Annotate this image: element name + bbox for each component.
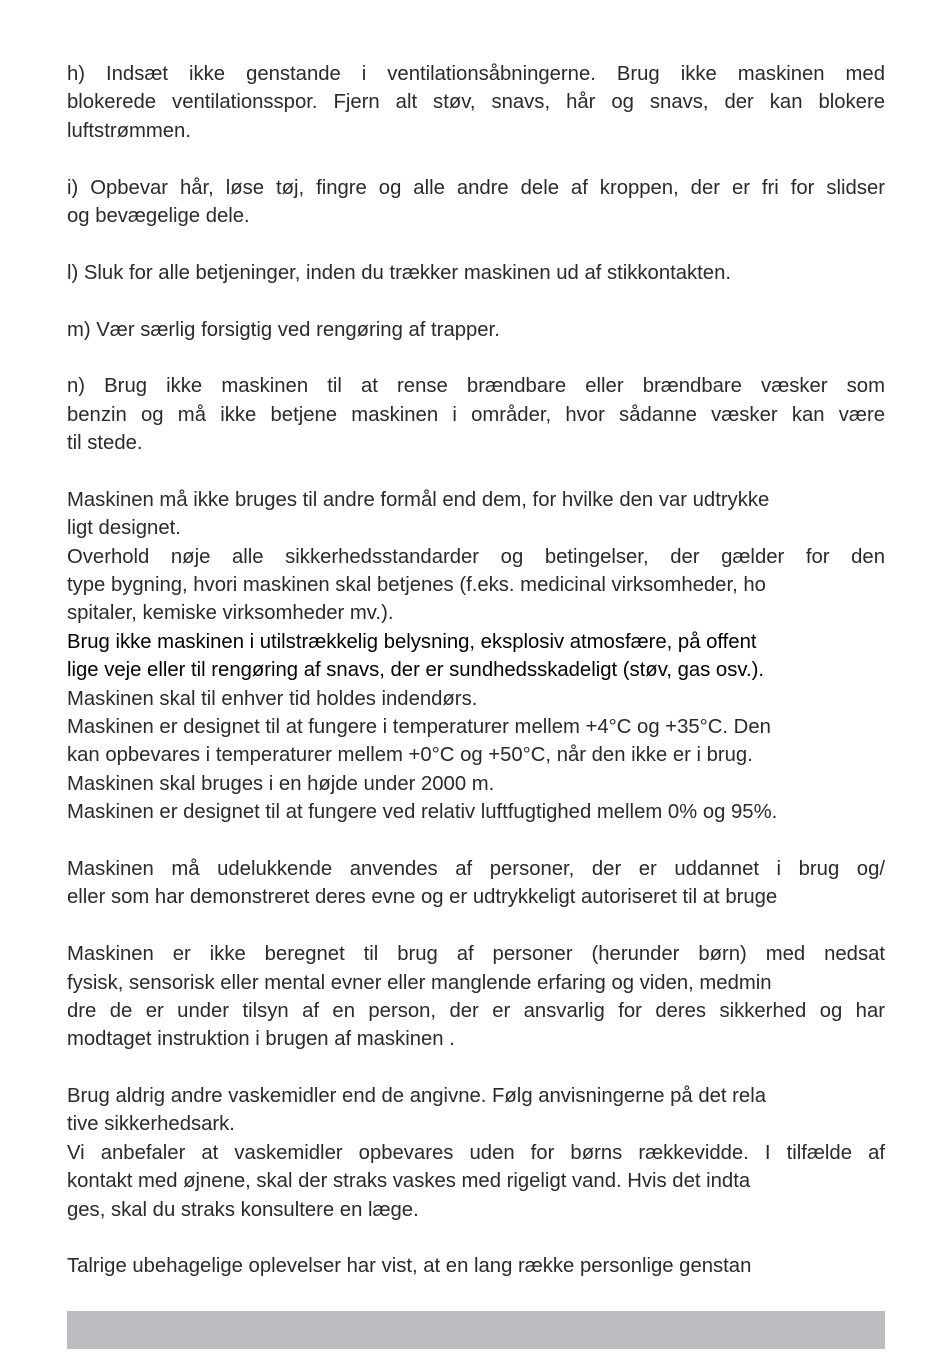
text-line: Vi anbefaler at vaskemidler opbevares uden for børns rækkevidde. I tilfælde af (67, 1141, 885, 1164)
text-line: kontakt med øjnene, skal der straks vaskes med rigeligt vand. Hvis det indta (67, 1170, 751, 1193)
footer-bar (67, 1311, 885, 1349)
text-line: spitaler, kemiske virksomheder mv.). (67, 602, 394, 625)
text-line: og bevægelige dele. (67, 204, 250, 227)
text-line: til stede. (67, 432, 143, 455)
paragraph (67, 372, 885, 457)
paragraph (67, 1252, 885, 1280)
paragraph (67, 174, 885, 231)
text-line: Maskinen er ikke beregnet til brug af personer (herunder børn) med nedsat (67, 943, 885, 966)
paragraph-gap (67, 1054, 885, 1082)
text-line: l) Sluk for alle betjeninger, inden du trækker maskinen ud af stikkontakten. (67, 261, 732, 284)
paragraph (67, 60, 885, 145)
text-line: dre de er under tilsyn af en person, der er ansvarlig for deres sikkerhed og har (67, 999, 885, 1022)
paragraph-gap (67, 1224, 885, 1252)
text-line: blokerede ventilationsspor. Fjern alt støv, snavs, hår og snavs, der kan blokere (67, 91, 885, 114)
text-line: i) Opbevar hår, løse tøj, fingre og alle andre dele af kroppen, der er fri for slidser (67, 176, 885, 199)
text-line: benzin og må ikke betjene maskinen i områder, hvor sådanne væsker kan være (67, 403, 885, 426)
text-line: Brug ikke maskinen i utilstrækkelig belysning, eksplosiv atmosfære, på offent (67, 630, 757, 653)
text-line: Maskinen skal til enhver tid holdes indendørs. (67, 687, 478, 710)
text-line: Maskinen må udelukkende anvendes af personer, der er uddannet i brug og/ (67, 857, 885, 880)
text-line: Maskinen er designet til at fungere i temperaturer mellem +4°C og +35°C. Den (67, 715, 771, 738)
paragraph (67, 855, 885, 912)
text-line: ges, skal du straks konsultere en læge. (67, 1198, 419, 1221)
text-line: Talrige ubehagelige oplevelser har vist, at en lang række personlige genstan (67, 1255, 752, 1278)
paragraph (67, 316, 885, 344)
text-line: Overhold nøje alle sikkerhedsstandarder og betingelser, der gælder for den (67, 545, 885, 568)
text-line: kan opbevares i temperaturer mellem +0°C og +50°C, når den ikke er i brug. (67, 744, 753, 767)
paragraph (67, 1082, 885, 1224)
text-line: Maskinen må ikke bruges til andre formål end dem, for hvilke den var udtrykke (67, 488, 770, 511)
text-line: Maskinen er designet til at fungere ved relativ luftfugtighed mellem 0% og 95%. (67, 801, 778, 824)
text-line: Maskinen skal bruges i en højde under 2000 m. (67, 772, 495, 795)
paragraph-gap (67, 457, 885, 485)
text-line: tive sikkerhedsark. (67, 1113, 235, 1136)
paragraph (67, 259, 885, 287)
text-line: n) Brug ikke maskinen til at rense brændbare eller brændbare væsker som (67, 375, 885, 398)
text-line: lige veje eller til rengøring af snavs, der er sundhedsskadeligt (støv, gas osv.). (67, 659, 765, 682)
safety-instructions-body (67, 60, 885, 1281)
paragraph-gap (67, 344, 885, 372)
paragraph-gap (67, 230, 885, 258)
paragraph-gap (67, 827, 885, 855)
text-line: ligt designet. (67, 517, 181, 540)
text-line: eller som har demonstreret deres evne og er udtrykkeligt autoriseret til at bruge (67, 886, 778, 909)
paragraph-gap (67, 912, 885, 940)
paragraph (67, 486, 885, 827)
text-line: type bygning, hvori maskinen skal betjenes (f.eks. medicinal virksomheder, ho (67, 574, 766, 597)
paragraph-gap (67, 145, 885, 173)
text-line: modtaget instruktion i brugen af maskinen . (67, 1028, 455, 1051)
text-line: luftstrømmen. (67, 119, 191, 142)
text-line: m) Vær særlig forsigtig ved rengøring af trapper. (67, 318, 500, 341)
text-line: fysisk, sensorisk eller mental evner eller manglende erfaring og viden, medmin (67, 971, 772, 994)
paragraph-gap (67, 287, 885, 315)
text-line: Brug aldrig andre vaskemidler end de angivne. Følg anvisningerne på det rela (67, 1085, 766, 1108)
text-line: h) Indsæt ikke genstande i ventilationsåbningerne. Brug ikke maskinen med (67, 63, 885, 85)
paragraph (67, 940, 885, 1054)
